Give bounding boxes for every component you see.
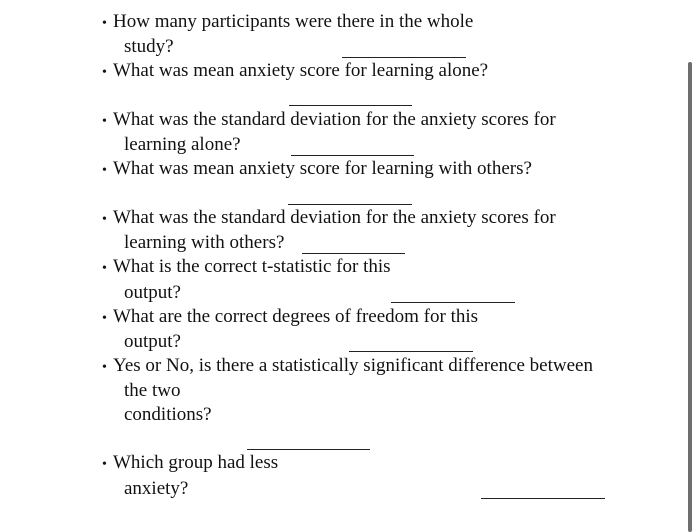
answer-blank-q6[interactable]	[391, 302, 515, 303]
question-8-line-3: conditions?	[124, 404, 212, 425]
question-7-line-1: What are the correct degrees of freedom for this	[113, 306, 479, 327]
question-3-line-1: What was the standard deviation for the anxiety scores for	[113, 109, 556, 130]
question-9-line-1: Which group had less	[113, 452, 279, 473]
question-5-line-2: learning with others?	[124, 232, 285, 253]
bullet-q3: •	[102, 114, 107, 129]
question-1-line-1: How many participants were there in the whole	[113, 11, 474, 32]
question-6-line-1: What is the correct t-statistic for this	[113, 256, 391, 277]
bullet-q5: •	[102, 212, 107, 227]
bullet-q6: •	[102, 261, 107, 276]
answer-blank-q7[interactable]	[349, 351, 473, 352]
vertical-scrollbar[interactable]	[688, 62, 692, 532]
question-6-line-2: output?	[124, 282, 181, 303]
bullet-q1: •	[102, 16, 107, 31]
bullet-q7: •	[102, 311, 107, 326]
bullet-q4: •	[102, 163, 107, 178]
question-8-line-2: the two	[124, 380, 181, 401]
bullet-q9: •	[102, 457, 107, 472]
answer-blank-q4[interactable]	[288, 204, 412, 205]
answer-blank-q3[interactable]	[291, 155, 414, 156]
question-7-line-2: output?	[124, 331, 181, 352]
question-9-line-2: anxiety?	[124, 478, 189, 499]
answer-blank-q8[interactable]	[247, 449, 370, 450]
answer-blank-q9[interactable]	[481, 498, 605, 499]
bullet-q8: •	[102, 360, 107, 375]
question-8-line-1: Yes or No, is there a statistically significant difference between	[113, 355, 593, 376]
question-4-line-1: What was mean anxiety score for learning with others?	[113, 158, 532, 179]
question-3-line-2: learning alone?	[124, 134, 241, 155]
answer-blank-q1[interactable]	[342, 57, 466, 58]
question-2-line-1: What was mean anxiety score for learning alone?	[113, 60, 489, 81]
question-1-line-2: study?	[124, 36, 174, 57]
question-5-line-1: What was the standard deviation for the anxiety scores for	[113, 207, 556, 228]
answer-blank-q2[interactable]	[289, 105, 412, 106]
answer-blank-q5[interactable]	[302, 253, 405, 254]
bullet-q2: •	[102, 65, 107, 80]
